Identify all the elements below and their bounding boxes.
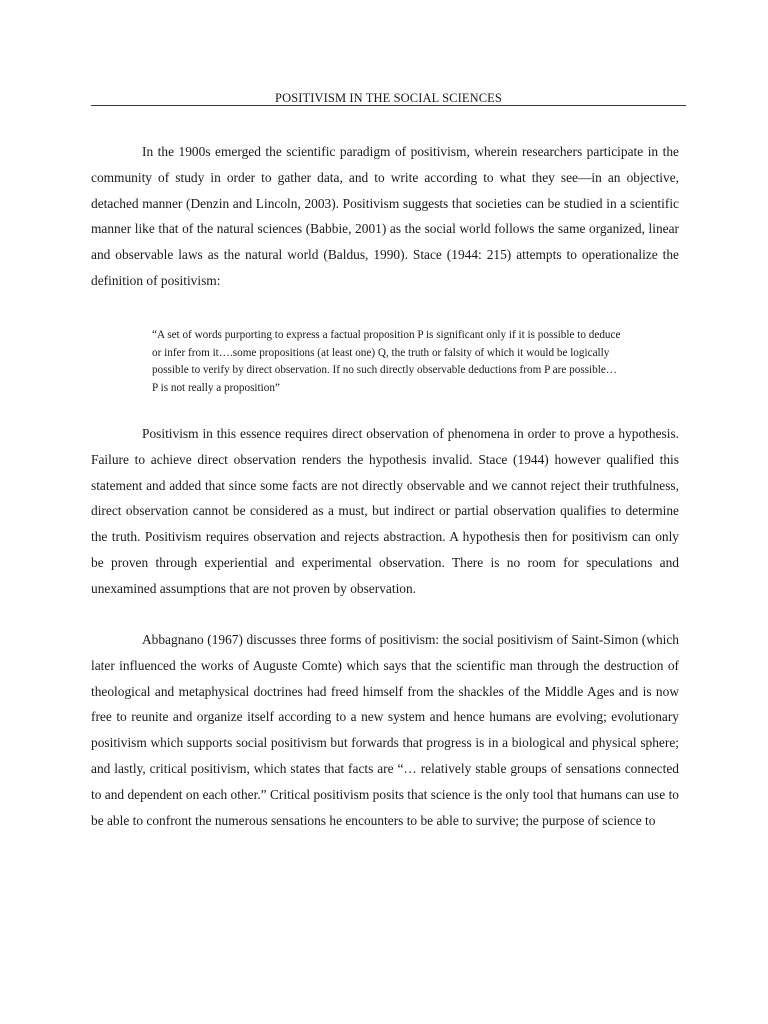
paragraph-3: Abbagnano (1967) discusses three forms of positivism: the social positivism of Saint-Simon (which later influenced the works of Auguste Comte) which says that the scientific man through the destruction of theological and metaphysical doctrines had freed himself from the shackles of the Middle Ages and is now free to reunite and organize itself according to a new system and hence humans are evolving; evolutionary positivism which supports social positivism but forwards that progress is in a biological and physical sphere; and lastly, critical positivism, which states that facts are “… relatively stable groups of sensations connected to and dependent on each other.” Critical positivism posits that science is the only tool that humans can use to be able to confront the numerous sensations he encounters to be able to survive; the purpose of science to	[91, 632, 679, 828]
title-underline	[91, 105, 686, 106]
paragraph-2: Positivism in this essence requires direct observation of phenomena in order to prove a hypothesis. Failure to achieve direct observation renders the hypothesis invalid. Stace (1944) however qualified this statement and added that since some facts are not directly observable and we cannot reject their truthfulness, direct observation cannot be considered as a must, but indirect or partial observation qualifies to determine the truth. Positivism requires observation and rejects abstraction. A hypothesis then for positivism can only be proven through experiential and experimental observation. There is no room for speculations and unexamined assumptions that are not proven by observation.	[91, 426, 679, 596]
document-title-text: POSITIVISM IN THE SOCIAL SCIENCES	[272, 91, 505, 105]
block-quote: “A set of words purporting to express a factual proposition P is significant only if it is possible to deduce or infer from it….some propositions (at least one) Q, the truth or falsity of which it would be logically possible to verify by direct observation. If no such directly observable deductions from P are possible…P is not really a proposition”	[152, 329, 621, 394]
document-title	[91, 91, 686, 105]
paragraph-1: In the 1900s emerged the scientific paradigm of positivism, wherein researchers participate in the community of study in order to gather data, and to write according to what they see—in an objective, detached manner (Denzin and Lincoln, 2003). Positivism suggests that societies can be studied in a scientific manner like that of the natural sciences (Babbie, 2001) as the social world follows the same organized, linear and observable laws as the natural world (Baldus, 1990). Stace (1944: 215) attempts to operationalize the definition of positivism:	[91, 144, 679, 288]
